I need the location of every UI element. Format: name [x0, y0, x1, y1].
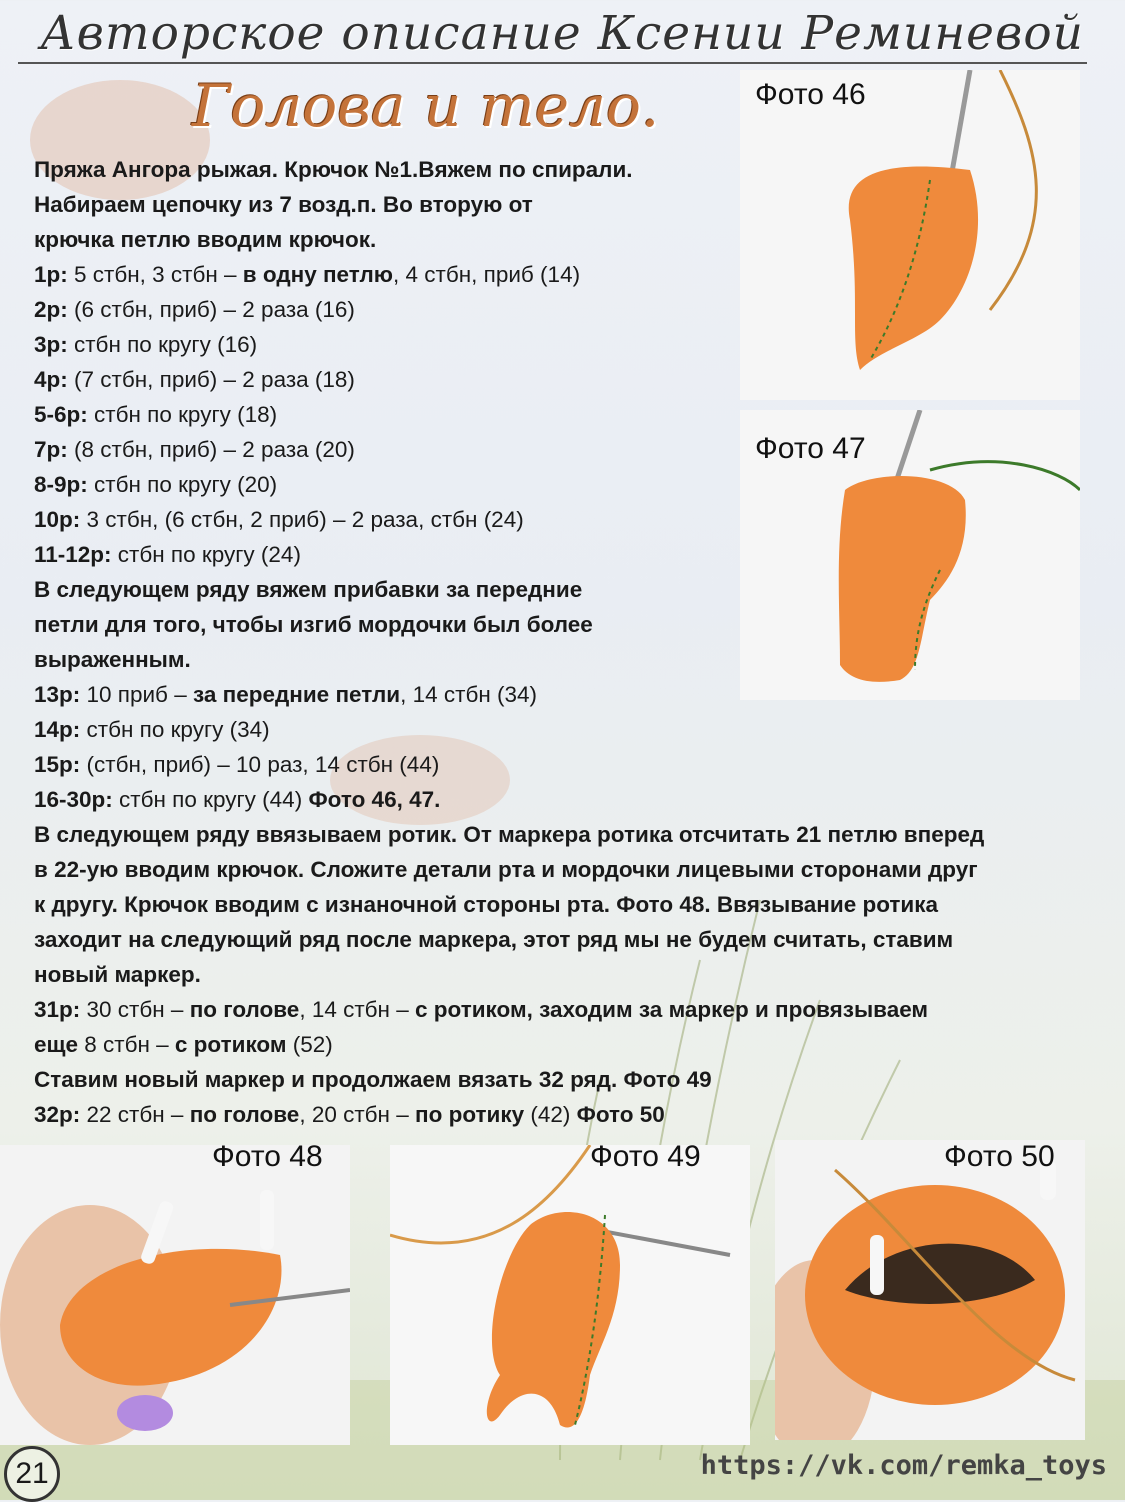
footer-link[interactable]: https://vk.com/remka_toys — [700, 1450, 1107, 1481]
instruction-line — [34, 782, 1114, 817]
text: (6 стбн, приб) – 2 раза (16) — [67, 297, 355, 322]
bold-text: Пряжа Ангора рыжая. Крючок №1.Вяжем по спирали. — [34, 157, 633, 182]
photo-48-label: Фото 48 — [212, 1140, 323, 1173]
instruction-line — [34, 957, 1114, 992]
instruction-line — [34, 152, 1114, 187]
text: , 20 стбн – — [299, 1102, 415, 1127]
text: стбн по кругу (34) — [80, 717, 270, 742]
text: (42) — [524, 1102, 577, 1127]
crochet-head-image — [390, 1145, 750, 1445]
text: стбн по кругу (16) — [67, 332, 258, 357]
instruction-line — [34, 642, 1114, 677]
text: 30 стбн – — [80, 997, 190, 1022]
bold-text: 14р: — [34, 717, 81, 742]
instruction-line — [34, 537, 1114, 572]
photo-49 — [390, 1145, 750, 1445]
bold-text: В следующем ряду ввязываем ротик. От маркера ротика отсчитать 21 петлю вперед — [34, 822, 985, 847]
bold-text: Ставим новый маркер и продолжаем вязать 32 ряд. Фото 49 — [34, 1067, 712, 1092]
instruction-line — [34, 887, 1114, 922]
instruction-line — [34, 852, 1114, 887]
instructions-text — [34, 152, 1114, 1132]
text: стбн по кругу (18) — [87, 402, 278, 427]
bold-text: по голове — [189, 1102, 300, 1127]
text: (8 стбн, приб) – 2 раза (20) — [67, 437, 355, 462]
text: стбн по кругу (20) — [87, 472, 278, 497]
text: 5 стбн, 3 стбн – — [67, 262, 243, 287]
bold-text: петли для того, чтобы изгиб мордочки был более — [34, 612, 593, 637]
bold-text: 4р: — [34, 367, 68, 392]
bold-text: Фото 46, 47. — [308, 787, 441, 812]
text: 10 приб – — [80, 682, 193, 707]
instruction-line — [34, 677, 1114, 712]
instruction-line — [34, 817, 1114, 852]
photo-50-label: Фото 50 — [944, 1140, 1055, 1173]
bold-text: В следующем ряду вяжем прибавки за передние — [34, 577, 583, 602]
instruction-line — [34, 502, 1114, 537]
bold-text: 16-30р: — [34, 787, 113, 812]
text: , 4 стбн, приб (14) — [393, 262, 581, 287]
instruction-line — [34, 397, 1114, 432]
instruction-line — [34, 1062, 1114, 1097]
section-title: Голова и тело. — [192, 72, 660, 140]
bold-text: 3р: — [34, 332, 68, 357]
bold-text: 7р: — [34, 437, 68, 462]
bold-text: с ротиком, заходим за маркер и провязываем — [415, 997, 929, 1022]
photo-46-label: Фото 46 — [755, 78, 866, 111]
instruction-line — [34, 362, 1114, 397]
bold-text: заходит на следующий ряд после маркера, этот ряд мы не будем считать, ставим — [34, 927, 954, 952]
bold-text: новый маркер. — [34, 962, 201, 987]
crochet-mouth-attach-image — [0, 1145, 350, 1445]
bold-text: за передние петли — [192, 682, 401, 707]
header-author-title: Авторское описание Ксении Реминевой — [40, 6, 1084, 61]
bold-text: крючка петлю вводим крючок. — [34, 227, 377, 252]
bold-text: по ротику — [415, 1102, 525, 1127]
bold-text: в одну петлю — [242, 262, 394, 287]
bold-text: 13р: — [34, 682, 81, 707]
text: (7 стбн, приб) – 2 раза (18) — [67, 367, 355, 392]
text: стбн по кругу (24) — [111, 542, 301, 567]
bold-text: 15р: — [34, 752, 81, 777]
bold-text: выраженным. — [34, 647, 191, 672]
text: , 14 стбн – — [299, 997, 415, 1022]
text: 8 стбн – — [78, 1032, 175, 1057]
instruction-line — [34, 992, 1114, 1027]
instruction-line — [34, 712, 1114, 747]
text: 3 стбн, (6 стбн, 2 приб) – 2 раза, стбн (24) — [80, 507, 524, 532]
bold-text: 11-12р: — [34, 542, 112, 567]
bold-text: 8-9р: — [34, 472, 88, 497]
instruction-line — [34, 292, 1114, 327]
header-divider — [18, 62, 1087, 64]
page-number: 21 — [4, 1446, 60, 1502]
text: , 14 стбн (34) — [400, 682, 538, 707]
photo-50 — [775, 1140, 1085, 1440]
instruction-line — [34, 607, 1114, 642]
instruction-line — [34, 1027, 1114, 1062]
instruction-line — [34, 572, 1114, 607]
bold-text: еще — [34, 1032, 79, 1057]
text: стбн по кругу (44) — [112, 787, 309, 812]
text: (стбн, приб) – 10 раз, 14 стбн (44) — [80, 752, 440, 777]
bold-text: с ротиком — [174, 1032, 287, 1057]
photo-48 — [0, 1145, 350, 1445]
instruction-line — [34, 747, 1114, 782]
bold-text: 5-6р: — [34, 402, 88, 427]
text: (52) — [286, 1032, 333, 1057]
instruction-line — [34, 922, 1114, 957]
bold-text: 1р: — [34, 262, 68, 287]
bold-text: Набираем цепочку из 7 возд.п. Во вторую от — [34, 192, 533, 217]
text: 22 стбн – — [80, 1102, 190, 1127]
instruction-line — [34, 1097, 1114, 1132]
bold-text: 31р: — [34, 997, 81, 1022]
bold-text: к другу. Крючок вводим с изнаночной стороны рта. Фото 48. Ввязывание ротика — [34, 892, 939, 917]
instruction-line — [34, 222, 1114, 257]
instruction-line — [34, 327, 1114, 362]
instruction-line — [34, 432, 1114, 467]
photo-47-label: Фото 47 — [755, 432, 866, 465]
crochet-head-open-mouth-image — [775, 1140, 1085, 1440]
bold-text: 2р: — [34, 297, 68, 322]
bold-text: по голове — [189, 997, 300, 1022]
instruction-line — [34, 187, 1114, 222]
bold-text: 10р: — [34, 507, 81, 532]
instruction-line — [34, 257, 1114, 292]
bold-text: 32р: — [34, 1102, 81, 1127]
bold-text: в 22-ую вводим крючок. Сложите детали рта и мордочки лицевыми сторонами друг — [34, 857, 978, 882]
photo-49-label: Фото 49 — [590, 1140, 701, 1173]
instruction-line — [34, 467, 1114, 502]
bold-text: Фото 50 — [576, 1102, 665, 1127]
